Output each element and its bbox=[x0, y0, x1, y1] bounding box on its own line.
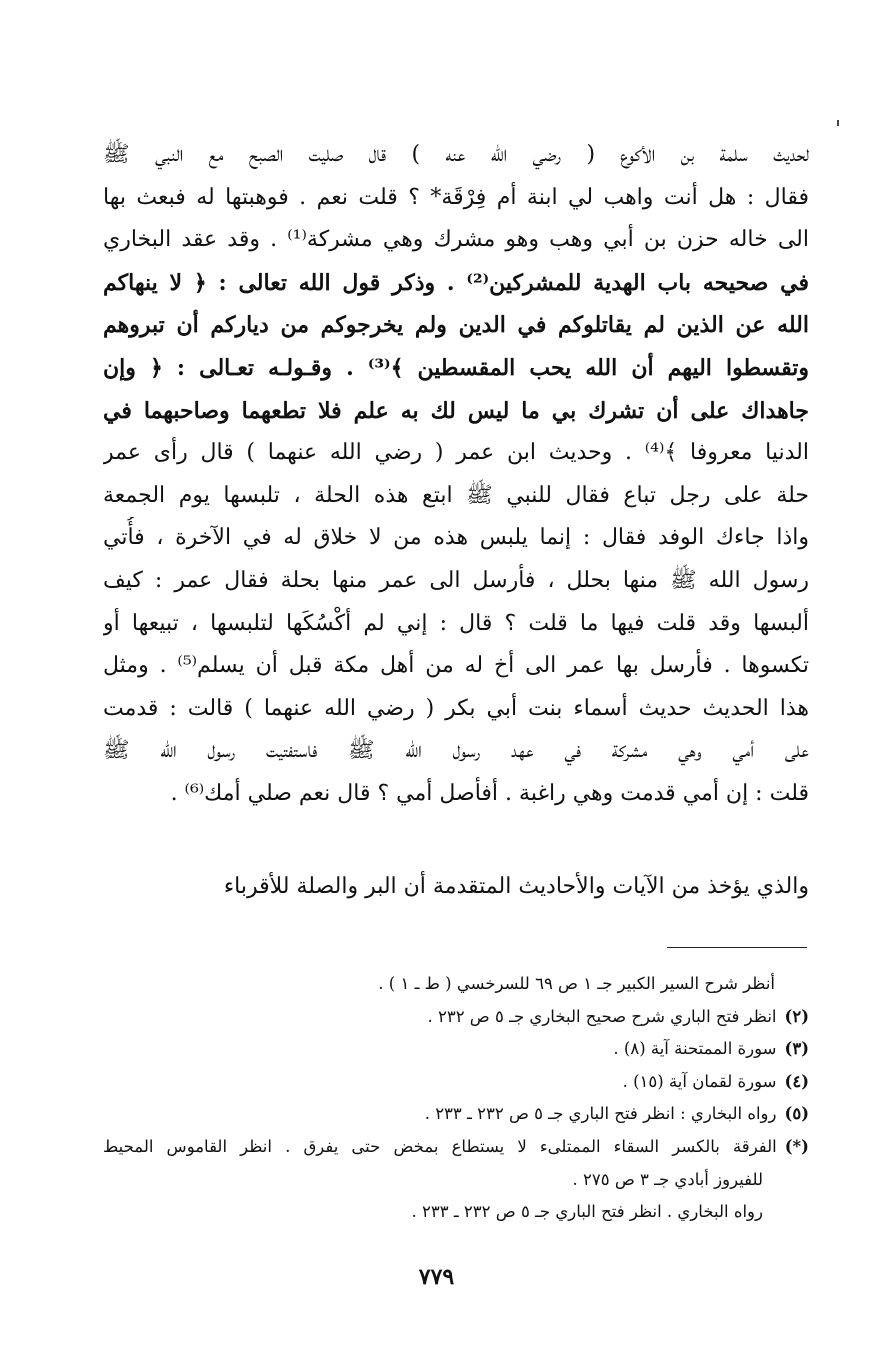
footnote-text: أنظر شرح السير الكبير جـ ١ ص ٦٩ للسرخسي ( ط ـ ١ ) . bbox=[378, 974, 775, 993]
text-line: الدنيا معروفا ﴾⁽⁴⁾ . وحديث ابن عمر ( رضي الله عنهما ) قال رأى عمر bbox=[103, 440, 809, 466]
footnote bbox=[103, 1033, 809, 1066]
text-line: ألبسها وقد قلت فيها ما قلت ؟ قال : إني لم أكْسُكَها لتلبسها ، تبيعها أو bbox=[103, 610, 809, 636]
text-line: على أمي وهي مشركة في عهد رسول الله ﷺ فاستفتيت رسول الله ﷺ bbox=[103, 738, 809, 764]
footnotes bbox=[103, 968, 809, 1229]
footnote-text: رواه البخاري . انظر فتح الباري جـ ٥ ص ٢٣٢ ـ ٢٣٣ . bbox=[411, 1202, 763, 1222]
footnote-text: للفيروز أبادي جـ ٣ ص ٢٧٥ . bbox=[572, 1169, 763, 1189]
footnote-text: رواه البخاري : انظر فتح الباري جـ ٥ ص ٢٣٢ ـ ٢٣٣ . bbox=[424, 1104, 777, 1124]
footnote-number: (*) bbox=[784, 1136, 809, 1156]
text-line: هذا الحديث حديث أسماء بنت أبي بكر ( رضي الله عنهما ) قالت : قدمت bbox=[103, 695, 809, 721]
text-line: رسول الله ﷺ منها بحلل ، فأرسل الى عمر منها بحلة فقال عمر : كيف bbox=[103, 567, 809, 593]
text-line: قلت : إن أمي قدمت وهي راغبة . أفأصل أمي ؟ قال نعم صلي أمك⁽⁶⁾ . bbox=[170, 780, 809, 806]
footnote bbox=[103, 1001, 809, 1034]
page-number: ٧٧٩ bbox=[418, 1264, 455, 1290]
footnote-text: انظر فتح الباري شرح صحيح البخاري جـ ٥ ص ٢٣٢ . bbox=[427, 1006, 777, 1026]
footnote-separator bbox=[667, 947, 807, 948]
footnote bbox=[103, 1098, 809, 1131]
text-line: تكسوها . فأرسل بها عمر الى أخ له من أهل مكة قبل أن يسلم⁽⁵⁾ . ومثل bbox=[103, 653, 809, 679]
footnote-number: (٢) bbox=[784, 1006, 809, 1026]
text-line: فقال : هل أنت واهب لي ابنة أم فِرْقَة* ؟ قلت نعم . فوهبتها له فبعث بها bbox=[103, 184, 809, 210]
main-paragraph bbox=[103, 134, 809, 816]
footnote bbox=[103, 1066, 809, 1099]
text-line: وتقسطوا اليهم أن الله يحب المقسطين ﴾⁽³⁾ . وقـولـه تعـالى : ﴿ وإن bbox=[103, 354, 809, 381]
text-line: لحديث سلمة بن الأكوع ( رضي الله عنه ) قال صليت الصبح مع النبي ﷺ bbox=[103, 142, 809, 167]
text-line: الله عن الذين لم يقاتلوكم في الدين ولم يخرجوكم من دياركم أن تبروهم bbox=[103, 312, 809, 339]
text-line: حلة على رجل تباع فقال للنبي ﷺ ابتع هذه الحلة ، تلبسها يوم الجمعة bbox=[103, 482, 809, 508]
footnote-number: (٤) bbox=[784, 1071, 809, 1091]
footnote-text: الفرقة بالكسر السقاء الممتلىء لا يستطاع بمخض حتى يفرق . انظر القاموس المحيط bbox=[103, 1136, 777, 1156]
text-line: واذا جاءك الوفد فقال : إنما يلبس هذه من لا خلاق له في الآخرة ، فأُتي bbox=[103, 525, 809, 551]
footnote-text: سورة الممتحنة آية (٨) . bbox=[613, 1039, 777, 1059]
second-paragraph: والذي يؤخذ من الآيات والأحاديث المتقدمة أن البر والصلة للأقرباء bbox=[223, 874, 809, 899]
margin-mark bbox=[837, 120, 839, 126]
footnote-text: سورة لقمان آية (١٥) . bbox=[622, 1071, 777, 1091]
footnote bbox=[103, 1196, 809, 1229]
footnote bbox=[103, 1131, 809, 1164]
text-line: في صحيحه باب الهدية للمشركين⁽²⁾ . وذكر قول الله تعالى : ﴿ لا ينهاكم bbox=[103, 269, 809, 296]
footnote-continuation bbox=[103, 1164, 809, 1197]
text-line: الى خاله حزن بن أبي وهب وهو مشرك وهي مشركة⁽¹⁾ . وقد عقد البخاري bbox=[103, 227, 809, 253]
footnote-number: (٥) bbox=[784, 1104, 809, 1124]
footnote-number: (٣) bbox=[784, 1039, 809, 1059]
footnote bbox=[103, 968, 809, 1001]
text-line: جاهداك على أن تشرك بي ما ليس لك به علم فلا تطعهما وصاحبهما في bbox=[103, 397, 809, 424]
